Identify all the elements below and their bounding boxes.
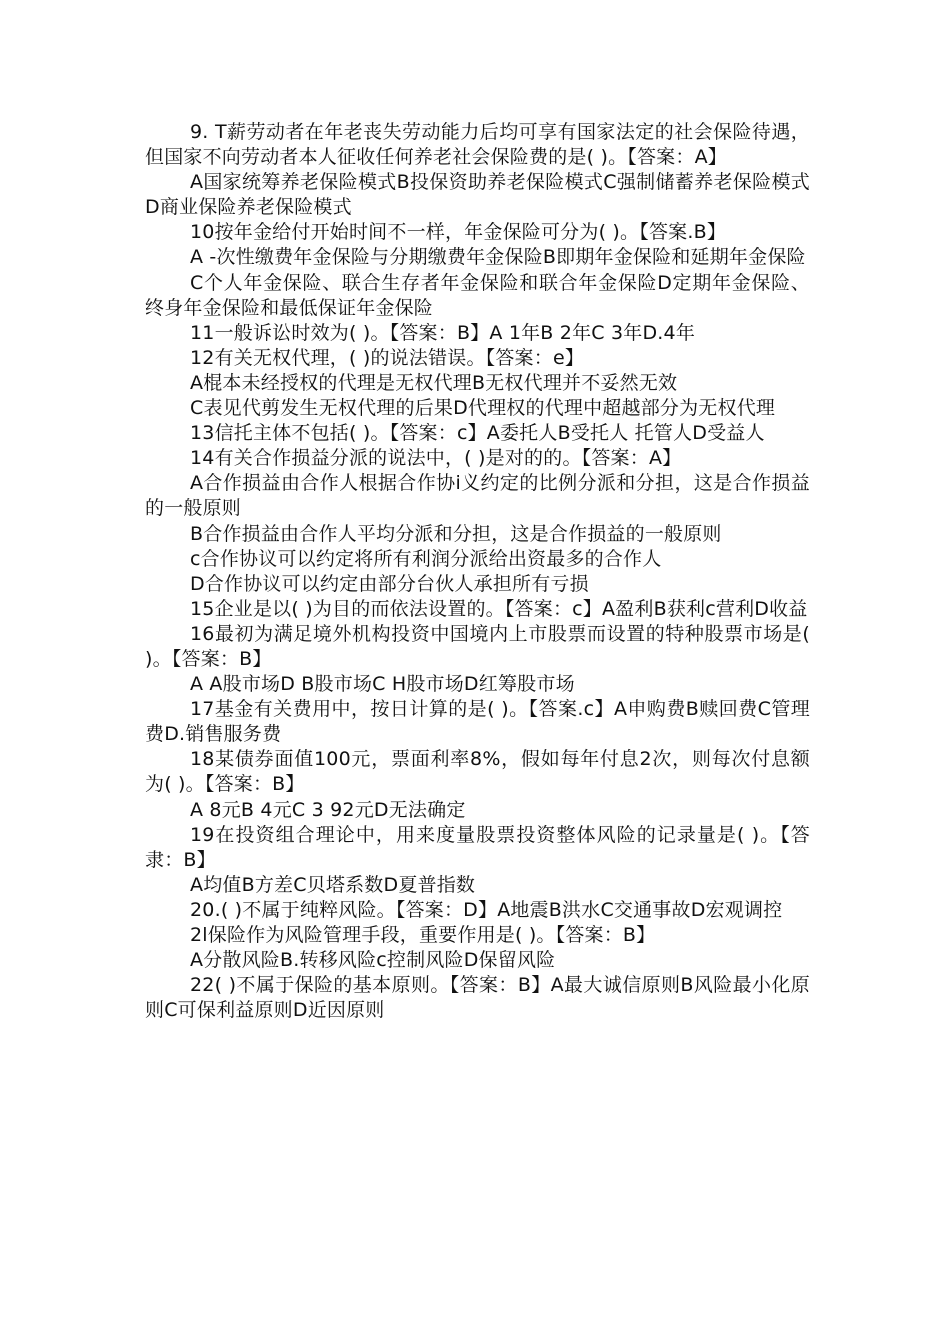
question-12: 12有关无权代理，( )的说法错误。【答案：e】 bbox=[190, 346, 585, 369]
question-12-options-ab: A棍本未经授权的代理是无权代理B无权代理并不妥然无效 bbox=[190, 371, 678, 394]
question-20: 20.( )不属于纯粹风险。【答案：D】A地震B洪水C交通事故D宏观调控 bbox=[190, 898, 783, 921]
question-14-option-c: c合作协议可以约定将所有利润分派给出资最多的合作人 bbox=[190, 547, 662, 570]
question-10-options-cd: C个人年金保险、联合生存者年金保险和联合年金保险D定期年金保险、终身年金保险和最低保证年金保险 bbox=[145, 271, 810, 319]
question-14-option-a: A合作损益由合作人根据合作协i义约定的比例分派和分担，这是合作损益的一般原则 bbox=[145, 472, 810, 520]
question-9: 9. T薪劳动者在年老丧失劳动能力后均可享有国家法定的社会保险待遇，但国家不向劳动者本人征收任何养老社会保险费的是( )。【答案：A】 bbox=[145, 121, 810, 169]
question-15: 15企业是以( )为目的而依法设置的。【答案：c】A盈利B获利c营利D收益 bbox=[190, 597, 808, 620]
question-18: 18某债券面值100元，票面利率8%，假如每年付息2次，则每次付息额为( )。【答案：B】 bbox=[145, 748, 810, 796]
question-21: 2l保险作为风险管理手段，重要作用是( )。【答案：B】 bbox=[190, 924, 656, 946]
question-22: 22( )不属于保险的基本原则。【答案：B】A最大诚信原则B风险最小化原则C可保利益原则D近因原则 bbox=[145, 974, 810, 1022]
question-14: 14有关合作损益分派的说法中，( )是对的的。【答案：A】 bbox=[190, 447, 682, 470]
question-17: 17基金有关费用中，按日计算的是( )。【答案.c】A申购费B赎回费C管理费D.销售服务费 bbox=[145, 698, 810, 746]
question-13: 13信托主体不包括( )。【答案：c】A委托人B受托人 托管人D受益人 bbox=[190, 422, 765, 445]
question-16: 16最初为满足境外机构投资中国境内上市股票而设置的特种股票市场是( )。【答案：B】 bbox=[145, 622, 810, 670]
question-18-options: A 8元B 4元C 3 92元D无法确定 bbox=[190, 798, 466, 821]
question-14-option-b: B合作损益由合作人平均分派和分担，这是合作损益的一般原则 bbox=[190, 522, 722, 545]
question-14-option-d: D合作协议可以约定由部分台伙人承担所有亏损 bbox=[190, 572, 589, 595]
question-10-options-ab: A -次性缴费年金保险与分期缴费年金保险B即期年金保险和延期年金保险 bbox=[190, 246, 806, 269]
question-9-options: A国家统筹养老保险模式B投保资助养老保险模式C强制储蓄养老保险模式D商业保险养老保险模式 bbox=[145, 171, 810, 219]
question-21-options: A分散风险B.转移风险c控制风险D保留风险 bbox=[190, 949, 556, 972]
question-12-options-cd: C表见代剪发生无权代理的后果D代理权的代理中超越部分为无权代理 bbox=[190, 397, 776, 420]
question-16-options: A A股市场D B股市场C H股市场D红筹股市场 bbox=[190, 673, 575, 696]
document-body bbox=[145, 120, 810, 1023]
question-19-options: A均值B方差C贝塔系数D夏普指数 bbox=[190, 873, 476, 896]
question-11: 11一般诉讼时效为( )。【答案：B】A 1年B 2年C 3年D.4年 bbox=[190, 321, 696, 344]
question-19: 19在投资组合理论中，用来度量股票投资整体风险的记录量是( )。【答隶：B】 bbox=[145, 823, 810, 871]
question-10: 10按年金给付开始时间不一样，年金保险可分为( )。【答案.B】 bbox=[190, 221, 727, 244]
